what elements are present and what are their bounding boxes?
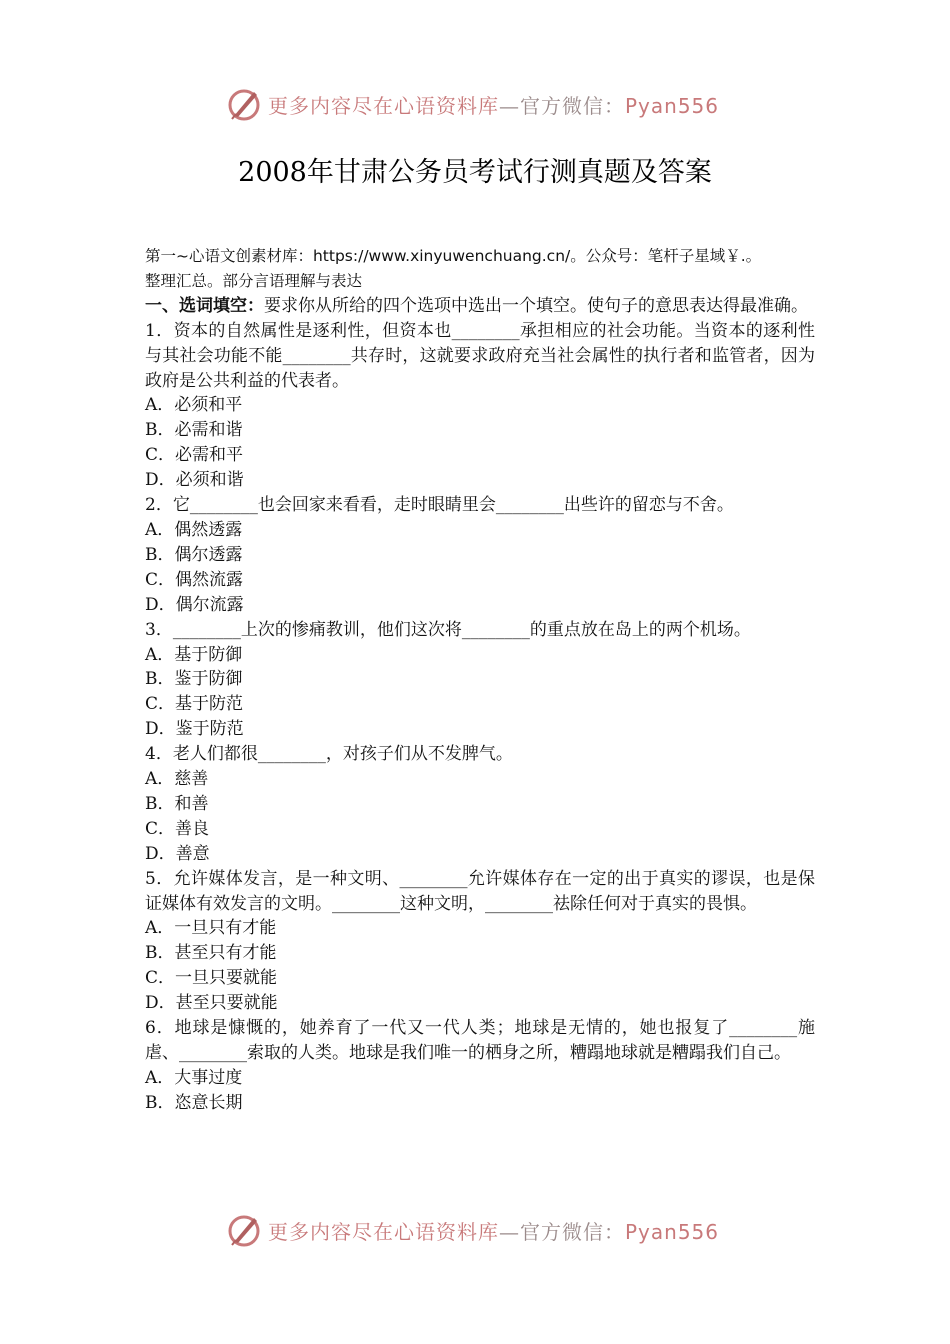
document-body — [145, 244, 815, 1116]
banner-text — [268, 1216, 719, 1245]
quill-pen-logo-icon — [226, 86, 262, 122]
option-a: A．基于防御 — [145, 644, 243, 665]
option-a: A．一旦只有才能 — [145, 918, 277, 939]
document-title: 2008年甘肃公务员考试行测真题及答案 — [238, 157, 712, 188]
option-b: B．鉴于防御 — [145, 669, 243, 690]
option-c: C．基于防范 — [145, 694, 244, 715]
banner-wechat-id: Pyan556 — [625, 1219, 720, 1244]
option-c: C．必需和平 — [145, 445, 244, 466]
banner-dash-text: —官方微信： — [499, 93, 625, 118]
option-b: B．甚至只有才能 — [145, 943, 277, 964]
option-a: A．大事过度 — [145, 1067, 243, 1088]
option-b: B．和善 — [145, 793, 209, 814]
option-b: B．恣意长期 — [145, 1092, 243, 1113]
banner-main-text: 更多内容尽在心语资料库 — [268, 93, 499, 118]
quill-pen-logo-icon — [226, 1212, 262, 1248]
option-a: A．必须和平 — [145, 395, 243, 416]
option-d: D．必须和谐 — [145, 470, 244, 491]
question-5 — [145, 867, 815, 1016]
option-c: C．善良 — [145, 818, 210, 839]
question-6 — [145, 1016, 815, 1116]
footer-banner — [226, 1210, 746, 1250]
question-1 — [145, 319, 815, 493]
option-d: D．偶尔流露 — [145, 594, 244, 615]
option-c: C．偶然流露 — [145, 569, 244, 590]
option-d: D．鉴于防范 — [145, 719, 244, 740]
question-2 — [145, 493, 815, 618]
option-c: C．一旦只要就能 — [145, 968, 278, 989]
option-a: A．偶然透露 — [145, 519, 243, 540]
section-intro — [145, 294, 815, 319]
option-b: B．偶尔透露 — [145, 544, 243, 565]
question-stem: 1．资本的自然属性是逐利性，但资本也________承担相应的社会功能。当资本的逐利性与其社会功能不能________共存时，这就要求政府充当社会属性的执行者和监管者，因为政府是公共利益的代表者。 — [145, 320, 815, 391]
option-d: D．甚至只要就能 — [145, 993, 278, 1014]
question-stem: 5．允许媒体发言，是一种文明、________允许媒体存在一定的出于真实的谬误，也是保证媒体有效发言的文明。________这种文明，________祛除任何对于真实的畏惧。 — [145, 868, 815, 914]
banner-wechat-id: Pyan556 — [625, 93, 720, 118]
question-stem: 4．老人们都很________，对孩子们从不发脾气。 — [145, 744, 513, 765]
header-banner — [226, 84, 746, 124]
source-line-2: 整理汇总。部分言语理解与表达 — [145, 271, 363, 290]
option-a: A．慈善 — [145, 769, 209, 790]
question-stem: 6．地球是慷慨的，她养育了一代又一代人类；地球是无情的，她也报复了________施虐、________索取的人类。地球是我们唯一的栖身之所，糟蹋地球就是糟蹋我们自己。 — [145, 1018, 815, 1063]
question-stem: 3．________上次的惨痛教训，他们这次将________的重点放在岛上的两个机场。 — [145, 619, 751, 640]
section-heading: 一、选词填空： — [145, 295, 264, 316]
question-stem: 2．它________也会回家来看看，走时眼睛里会________出些许的留恋与不舍。 — [145, 495, 734, 516]
banner-text — [268, 90, 719, 119]
option-d: D．善意 — [145, 843, 210, 864]
option-b: B．必需和谐 — [145, 420, 243, 441]
question-3 — [145, 618, 815, 743]
question-4 — [145, 742, 815, 867]
source-line-1: 第一~心语文创素材库：https://www.xinyuwenchuang.cn/。公众号：笔杆子星域￥.。 — [145, 247, 762, 265]
banner-dash-text: —官方微信： — [499, 1219, 625, 1244]
section-instruction: 要求你从所给的四个选项中选出一个填空。使句子的意思表达得最准确。 — [264, 295, 808, 316]
banner-main-text: 更多内容尽在心语资料库 — [268, 1219, 499, 1244]
